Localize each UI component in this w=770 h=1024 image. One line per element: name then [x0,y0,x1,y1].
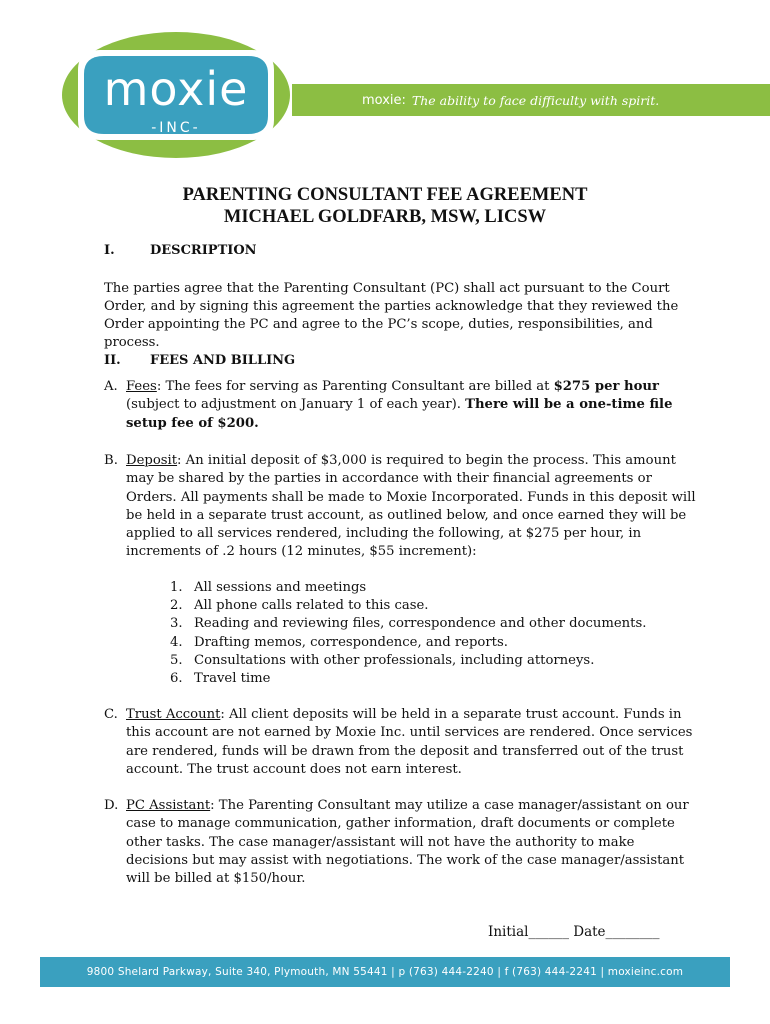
item-fees-text1: : The fees for serving as Parenting Consultant are billed at [156,379,554,394]
item-trust-label: C. [104,707,118,722]
tagline-brand: moxie: [362,92,406,108]
item-deposit-text: : An initial deposit of $3,000 is required to begin the process. This amount may be shared by the parties in accordance with their financial agreements or Orders. All payments shall be made to Moxie Incorporated. Funds in this deposit will be held in a separate trust account, as outlined below, and once earned they will be applied to all services rendered, including the following, at $275 per hour, in increments of .2 hours (12 minutes, $55 increment): [126,453,696,560]
item-assistant-text: : The Parenting Consultant may utilize a case manager/assistant on our case to manage communication, gather information, draft documents or complete other tasks. The case manager/assistant will not have the authority to make decisions but may assist with negotiations. The work of the case manager/assistant will be billed at $150/hour. [126,798,689,887]
list-item: 2. All phone calls related to this case. [170,598,429,614]
section-2-heading [104,353,295,368]
tagline-motto: The ability to face difficulty with spirit. [411,92,660,108]
moxie-logo [60,30,292,160]
billable-services-list [170,579,646,688]
item-fees-label: A. [104,379,118,394]
item-assistant-term: PC Assistant [126,798,211,813]
item-trust-account [104,706,696,779]
item-fees-text2: (subject to adjustment on January 1 of each year). [126,397,466,413]
section-2-number: II. [104,353,121,368]
item-fees [104,378,696,433]
tagline-band [292,84,770,116]
item-deposit [104,452,696,562]
section-2-title: FEES AND BILLING [150,353,296,368]
logo-inc-text: -INC- [151,120,201,136]
item-trust-text: : All client deposits will be held in a separate trust account. Funds in this account are not earned by Moxie Inc. until services are rendered. Once services are rendered, funds will be drawn from the deposit and transferred out of the trust account. The trust account does not earn interest. [126,707,693,777]
footer-contact-bar: 9800 Shelard Parkway, Suite 340, Plymouth, MN 55441 | p (763) 444-2240 | f (763) 444-2241 | moxieinc.com [40,957,730,987]
item-trust-term: Trust Account [126,707,221,722]
section-1-title: DESCRIPTION [150,243,257,258]
section-1-heading [104,243,257,258]
document-title [0,184,770,228]
item-fees-setup: There will be a one-time file setup fee of $200. [126,397,673,431]
list-item: 6. Travel time [170,671,271,687]
logo-wordmark: moxie [103,62,249,116]
list-item: 4. Drafting memos, correspondence, and reports. [170,634,508,650]
item-assistant-label: D. [104,798,119,813]
item-fees-rate: $275 per hour [553,379,659,394]
item-pc-assistant [104,797,696,888]
section-1-body: The parties agree that the Parenting Consultant (PC) shall act pursuant to the Court Order, and by signing this agreement the parties acknowledge that they reviewed the Order appointing the PC and agree to the PC’s scope, duties, responsibilities, and process. [104,281,679,350]
item-deposit-term: Deposit [126,453,178,468]
initial-date-line[interactable]: Initial______ Date________ [488,924,660,940]
title-line-1: PARENTING CONSULTANT FEE AGREEMENT [182,185,588,205]
item-fees-term: Fees [126,379,157,394]
list-item: 3. Reading and reviewing files, correspondence and other documents. [170,616,647,632]
list-item: 1. All sessions and meetings [170,580,367,595]
item-deposit-label: B. [104,453,118,468]
title-line-2: MICHAEL GOLDFARB, MSW, LICSW [223,207,547,227]
section-1-number: I. [104,243,115,258]
list-item: 5. Consultations with other professionals, including attorneys. [170,652,595,668]
